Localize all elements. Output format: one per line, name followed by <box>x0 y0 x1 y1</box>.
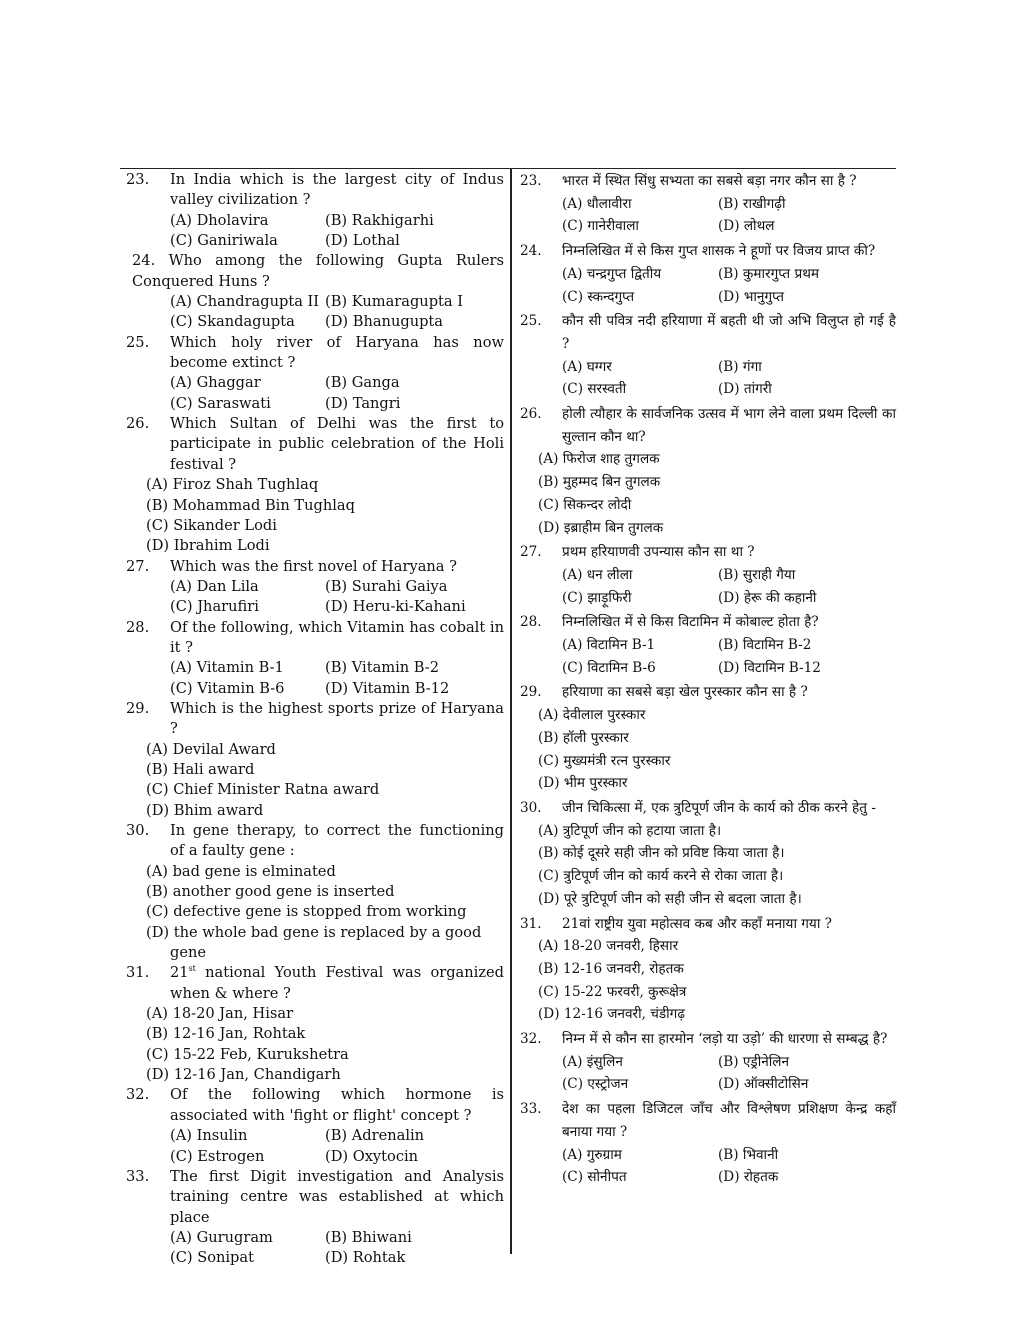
question-block <box>516 913 896 1027</box>
option: (A) Chandragupta II <box>170 293 320 311</box>
option: (B) Ganga <box>325 374 400 392</box>
question-number: 27. <box>520 544 542 561</box>
question-block <box>516 681 896 795</box>
option: (C) 15-22 फरवरी, कुरूक्षेत्र <box>538 983 687 1000</box>
option: (D) इब्राहीम बिन तुगलक <box>538 519 664 536</box>
question-text-rest: national Youth Festival was organized when & where ? <box>170 964 504 1002</box>
option: (A) घग्गर <box>562 358 612 375</box>
option: (C) Jharufiri <box>170 598 259 616</box>
option: (B) एड्रीनेलिन <box>718 1053 790 1070</box>
option: (B) Bhiwani <box>325 1228 412 1246</box>
question-text: Which holy river of Haryana has now become extinct ? <box>170 333 504 372</box>
question-number: 32. <box>126 1086 150 1104</box>
question-text: The first Digit investigation and Analysis training centre was established at which place <box>170 1167 504 1226</box>
question-text: जीन चिकित्सा में, एक त्रुटिपूर्ण जीन के कार्य को ठीक करने हेतु - <box>562 799 876 816</box>
option: (D) Lothal <box>325 232 400 250</box>
option: (D) Bhim award <box>146 801 264 819</box>
option: (C) 15-22 Feb, Kurukshetra <box>146 1045 349 1063</box>
question-block <box>120 963 504 1085</box>
question-text: Which Sultan of Delhi was the first to participate in public celebration of the Holi festival ? <box>170 415 504 473</box>
option: (C) Ganiriwala <box>170 232 278 250</box>
option: (C) Chief Minister Ratna award <box>146 781 380 799</box>
option: (A) bad gene is elminated <box>146 862 336 880</box>
option: (C) Skandagupta <box>170 313 295 331</box>
question-block <box>120 699 504 821</box>
option: (A) Devilal Award <box>146 740 276 758</box>
options-list <box>562 634 896 679</box>
option: (A) Dan Lila <box>170 577 259 595</box>
question-block <box>516 403 896 539</box>
options-list <box>562 1144 896 1189</box>
question-number: 24. <box>520 243 542 260</box>
option: (D) Vitamin B-12 <box>325 679 450 697</box>
question-block <box>516 541 896 609</box>
question-block <box>516 170 896 238</box>
options-list <box>170 292 504 333</box>
option: (C) Estrogen <box>170 1147 265 1165</box>
question-number: 26. <box>520 406 542 423</box>
question-text: हरियाणा का सबसे बड़ा खेल पुरस्कार कौन सा है ? <box>562 684 808 701</box>
option: (C) Saraswati <box>170 394 271 412</box>
options-list <box>170 658 504 699</box>
question-text: Which is the highest sports prize of Haryana ? <box>170 699 504 738</box>
options-list <box>146 475 504 556</box>
option: (B) 12-16 जनवरी, रोहतक <box>538 960 684 977</box>
option: (D) तांगरी <box>718 381 772 398</box>
option: (D) the whole bad gene is replaced by a good gene <box>146 923 482 962</box>
option: (B) मुहम्मद बिन तुगलक <box>538 474 661 491</box>
question-block <box>120 333 504 414</box>
option: (B) Rakhigarhi <box>325 211 434 229</box>
option: (B) Kumaragupta I <box>325 293 463 311</box>
option: (D) Ibrahim Lodi <box>146 537 270 555</box>
options-list <box>562 356 896 401</box>
question-block <box>120 821 504 963</box>
question-block <box>516 797 896 911</box>
option: (D) ऑक्सीटोसिन <box>718 1076 809 1093</box>
top-rule <box>120 168 896 169</box>
option: (C) गानेरीवाला <box>562 218 639 235</box>
option: (D) 12-16 जनवरी, चंडीगढ़ <box>538 1006 685 1023</box>
option: (C) Sonipat <box>170 1249 254 1267</box>
option: (C) सिकन्दर लोदी <box>538 496 632 513</box>
spacer <box>516 1189 896 1191</box>
ordinal-suffix: st <box>188 964 196 974</box>
question-block <box>120 251 504 332</box>
option: (D) Bhanugupta <box>325 313 443 331</box>
question-block <box>120 1085 504 1166</box>
option: (A) फिरोज शाह तुगलक <box>538 451 660 468</box>
option: (C) त्रुटिपूर्ण जीन को कार्य करने से रोका जाता है। <box>538 868 784 885</box>
option: (A) इंसुलिन <box>562 1053 623 1070</box>
question-number: 23. <box>126 171 150 188</box>
option: (A) धौलावीरा <box>562 195 632 212</box>
option: (B) Vitamin B-2 <box>325 659 440 677</box>
option: (B) भिवानी <box>718 1146 779 1163</box>
option: (A) Vitamin B-1 <box>170 659 284 677</box>
option: (D) पूरे त्रुटिपूर्ण जीन को सही जीन से बदला जाता है। <box>538 890 802 907</box>
english-column <box>120 170 504 1269</box>
question-text: होली त्यौहार के सार्वजनिक उत्सव में भाग लेने वाला प्रथम दिल्ली का सुल्तान कौन था? <box>562 406 896 445</box>
option: (B) गंगा <box>718 358 762 375</box>
question-text: निम्नलिखित में से किस गुप्त शासक ने हूणों पर विजय प्राप्त की? <box>562 243 876 260</box>
option: (C) defective gene is stopped from working <box>146 903 467 921</box>
hindi-column <box>516 170 896 1191</box>
question-number: 33. <box>520 1101 542 1118</box>
option: (D) Oxytocin <box>325 1147 419 1165</box>
question-number: 29. <box>520 684 542 701</box>
question-text: Which was the first novel of Haryana ? <box>170 557 457 575</box>
option: (A) Dholavira <box>170 211 269 229</box>
option: (C) Sikander Lodi <box>146 516 277 534</box>
options-list <box>170 211 504 252</box>
question-text: Of the following which hormone is associated with 'fight or flight' concept ? <box>170 1086 504 1124</box>
options-list <box>146 862 504 964</box>
option: (B) कुमारगुप्त प्रथम <box>718 265 820 282</box>
question-number: 25. <box>520 313 542 330</box>
question-text: कौन सी पवित्र नदी हरियाणा में बहती थी जो अभि विलुप्त हो गई है ? <box>562 313 896 352</box>
question-line <box>132 251 504 292</box>
option: (D) रोहतक <box>718 1169 779 1186</box>
option: (D) हेरू की कहानी <box>718 589 817 606</box>
question-number: 32. <box>520 1031 542 1048</box>
option: (C) स्कन्दगुप्त <box>562 288 635 305</box>
options-list <box>170 1126 504 1167</box>
options-list <box>170 577 504 618</box>
option: (D) Tangri <box>325 394 401 412</box>
option: (A) Insulin <box>170 1127 248 1145</box>
option: (B) हॉली पुरस्कार <box>538 729 629 746</box>
question-number: 23. <box>520 173 542 189</box>
option: (B) another good gene is inserted <box>146 883 395 901</box>
question-number: 30. <box>126 822 150 839</box>
question-text: निम्नलिखित में से किस विटामिन में कोबाल्ट होता है? <box>562 614 819 631</box>
options-list <box>146 740 504 821</box>
option: (A) Ghaggar <box>170 374 261 392</box>
question-block <box>516 1098 896 1189</box>
option: (A) विटामिन B-1 <box>562 637 656 654</box>
option: (D) भीम पुरस्कार <box>538 775 628 792</box>
question-text: प्रथम हरियाणवी उपन्यास कौन सा था ? <box>562 544 755 561</box>
option: (C) एस्ट्रोजन <box>562 1076 629 1093</box>
option: (D) Rohtak <box>325 1249 406 1267</box>
option: (B) Adrenalin <box>325 1127 425 1145</box>
question-text-prefix: 21 <box>170 964 189 982</box>
option: (B) सुराही गैया <box>718 566 796 583</box>
question-number: 25. <box>126 333 150 351</box>
question-number: 30. <box>520 799 542 816</box>
question-number: 24. <box>132 252 156 270</box>
question-text: Of the following, which Vitamin has cobalt in it ? <box>170 618 504 656</box>
option: (A) देवीलाल पुरस्कार <box>538 707 646 724</box>
option: (C) Vitamin B-6 <box>170 679 285 697</box>
question-block <box>516 611 896 679</box>
option: (B) विटामिन B-2 <box>718 637 812 654</box>
options-list <box>562 1051 896 1096</box>
option: (C) विटामिन B-6 <box>562 659 656 676</box>
question-block <box>120 414 504 556</box>
option: (C) मुख्यमंत्री रत्न पुरस्कार <box>538 752 671 769</box>
column-divider <box>510 168 512 1254</box>
options-list <box>538 448 896 539</box>
options-list <box>170 373 504 414</box>
options-list <box>538 820 896 911</box>
options-list <box>562 193 896 238</box>
option: (B) Hali award <box>146 760 255 778</box>
question-number: 26. <box>126 415 150 433</box>
question-block <box>120 1167 504 1269</box>
option: (D) 12-16 Jan, Chandigarh <box>146 1066 341 1084</box>
options-list <box>170 1228 504 1269</box>
question-text: निम्न में से कौन सा हारमोन ‘लड़ो या उड़ो’ की धारणा से सम्बद्ध है? <box>562 1031 888 1048</box>
question-number: 31. <box>126 964 150 982</box>
option: (C) सोनीपत <box>562 1169 627 1186</box>
option: (A) गुरुग्राम <box>562 1146 622 1163</box>
option: (A) 18-20 Jan, Hisar <box>146 1005 294 1023</box>
question-text: Who among the following Gupta Rulers Conquered Huns ? <box>132 252 504 290</box>
option: (A) 18-20 जनवरी, हिसार <box>538 938 679 955</box>
option: (D) लोथल <box>718 218 775 235</box>
question-number: 31. <box>520 915 542 932</box>
option: (A) Firoz Shah Tughlaq <box>146 476 319 494</box>
option: (D) भानुगुप्त <box>718 288 785 305</box>
question-number: 28. <box>126 618 150 636</box>
option: (B) कोई दूसरे सही जीन को प्रविष्ट किया जाता है। <box>538 845 785 862</box>
question-block <box>120 170 504 251</box>
question-text: भारत में स्थित सिंधु सभ्यता का सबसे बड़ा नगर कौन सा है ? <box>562 173 857 189</box>
option: (A) चन्द्रगुप्त द्वितीय <box>562 265 662 282</box>
question-text: देश का पहला डिजिटल जाँच और विश्लेषण प्रशिक्षण केन्द्र कहाँ बनाया गया ? <box>562 1101 896 1140</box>
question-text: In gene therapy, to correct the functioning of a faulty gene : <box>170 822 504 860</box>
option: (A) त्रुटिपूर्ण जीन को हटाया जाता है। <box>538 822 722 839</box>
question-number: 29. <box>126 699 150 717</box>
option: (C) झाड़ूफिरी <box>562 589 632 606</box>
option: (A) धन लीला <box>562 566 633 583</box>
option: (A) Gurugram <box>170 1228 273 1246</box>
question-block <box>516 310 896 401</box>
option: (D) Heru-ki-Kahani <box>325 598 466 616</box>
options-list <box>562 263 896 308</box>
question-number: 28. <box>520 614 542 631</box>
options-list <box>538 935 896 1026</box>
question-block <box>120 618 504 699</box>
question-text: In India which is the largest city of Indus valley civilization ? <box>170 171 504 209</box>
question-number: 33. <box>126 1167 150 1185</box>
option: (B) Mohammad Bin Tughlaq <box>146 496 355 514</box>
question-text <box>170 963 504 1004</box>
question-number: 27. <box>126 557 150 575</box>
option: (B) 12-16 Jan, Rohtak <box>146 1025 306 1043</box>
option: (C) सरस्वती <box>562 381 627 398</box>
question-block <box>516 1028 896 1096</box>
question-block <box>120 557 504 618</box>
options-list <box>562 564 896 609</box>
option: (B) Surahi Gaiya <box>325 577 448 595</box>
options-list <box>146 1004 504 1085</box>
option: (D) विटामिन B-12 <box>718 659 821 676</box>
options-list <box>538 704 896 795</box>
question-block <box>516 240 896 308</box>
option: (B) राखीगढ़ी <box>718 195 786 212</box>
question-text: 21वां राष्ट्रीय युवा महोत्सव कब और कहाँ मनाया गया ? <box>562 915 832 932</box>
